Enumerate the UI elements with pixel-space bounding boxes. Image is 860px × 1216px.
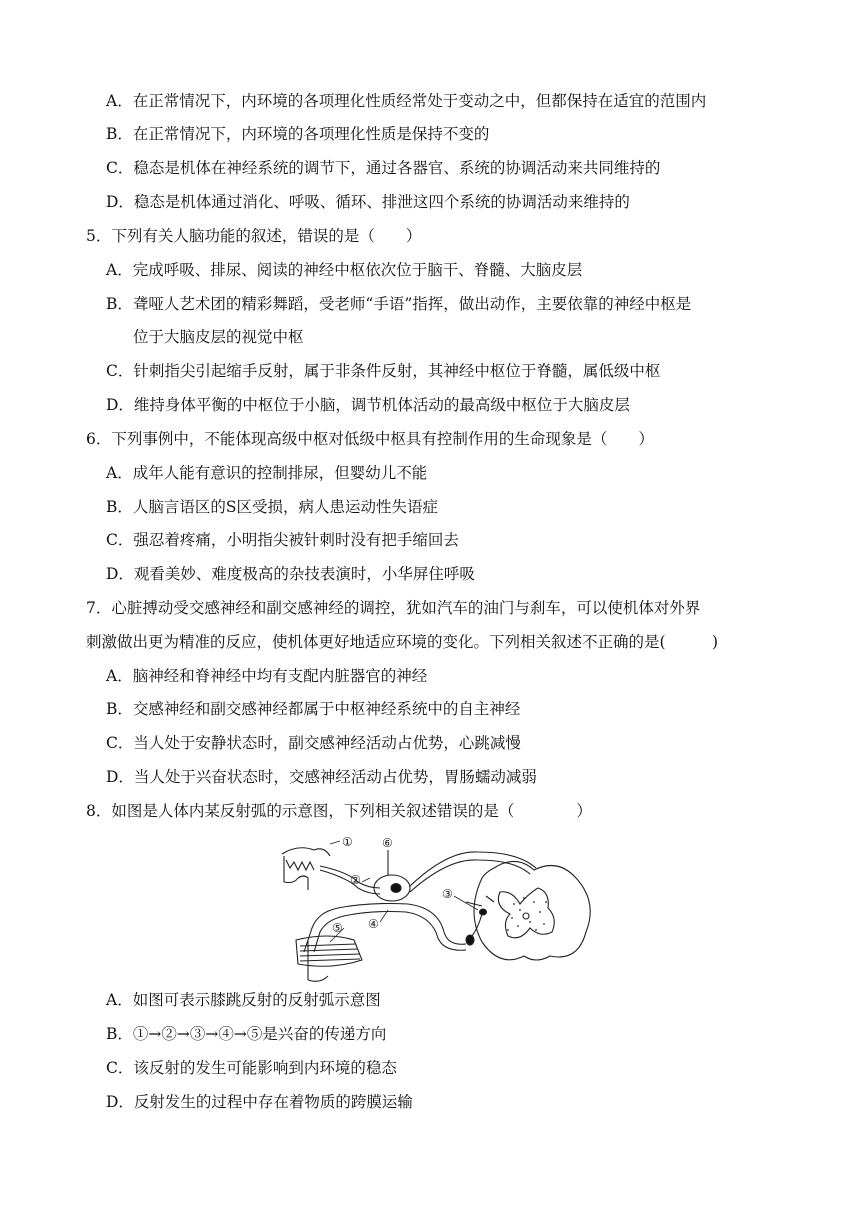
q8-option-b: B．①→②→③→④→⑤是兴奋的传递方向 (106, 1025, 387, 1043)
q5-option-d: D．维持身体平衡的中枢位于小脑，调节机体活动的最高级中枢位于大脑皮层 (106, 396, 630, 414)
q5-option-c: C．针刺指尖引起缩手反射，属于非条件反射，其神经中枢位于脊髓，属低级中枢 (106, 362, 661, 380)
q7-option-a: A．脑神经和脊神经中均有支配内脏器官的神经 (106, 667, 428, 685)
q5-option-a: A．完成呼吸、排尿、阅读的神经中枢依次位于脑干、脊髓、大脑皮层 (106, 261, 583, 279)
q8-option-d: D．反射发生的过程中存在着物质的跨膜运输 (106, 1093, 413, 1111)
q8-option-c: C．该反射的发生可能影响到内环境的稳态 (106, 1059, 397, 1077)
figure-label-1: ① (342, 835, 353, 849)
q4-option-a: A．在正常情况下，内环境的各项理化性质经常处于变动之中，但都保持在适宜的范围内 (106, 92, 707, 110)
figure-label-3: ③ (442, 887, 453, 901)
q4-option-b: B．在正常情况下，内环境的各项理化性质是保持不变的 (106, 125, 490, 143)
q4-option-d: D．稳态是机体通过消化、呼吸、循环、排泄这四个系统的协调活动来维持的 (106, 193, 630, 211)
q7-stem-line2: 刺激做出更为精准的反应，使机体更好地适应环境的变化。下列相关叙述不正确的是( ) (86, 633, 719, 651)
figure-label-6: ⑥ (382, 836, 393, 850)
q5-option-b: B．聋哑人艺术团的精彩舞蹈，受老师“手语”指挥，做出动作，主要依靠的神经中枢是 (106, 295, 692, 313)
q8-option-a: A．如图可表示膝跳反射的反射弧示意图 (106, 991, 381, 1009)
figure-label-2: ② (350, 873, 361, 887)
q6-option-c: C．强忍着疼痛，小明指尖被针刺时没有把手缩回去 (106, 531, 459, 549)
q7-stem-line1: 7．心脏搏动受交感神经和副交感神经的调控，犹如汽车的油门与刹车，可以使机体对外界 (86, 599, 701, 617)
q7-option-b: B．交感神经和副交感神经都属于中枢神经系统中的自主神经 (106, 700, 521, 718)
q5-stem: 5．下列有关人脑功能的叙述，错误的是（ ） (86, 227, 422, 245)
q6-option-b: B．人脑言语区的S区受损，病人患运动性失语症 (106, 498, 439, 516)
reflex-arc-figure (268, 832, 608, 982)
q4-option-c: C．稳态是机体在神经系统的调节下，通过各器官、系统的协调活动来共同维持的 (106, 159, 661, 177)
figure-label-5: ⑤ (332, 921, 343, 935)
q6-stem: 6．下列事例中，不能体现高级中枢对低级中枢具有控制作用的生命现象是（ ） (86, 430, 654, 448)
q5-option-b-continued: 位于大脑皮层的视觉中枢 (133, 328, 304, 346)
q6-option-a: A．成年人能有意识的控制排尿，但婴幼儿不能 (106, 464, 428, 482)
figure-label-4: ④ (368, 917, 379, 931)
q8-stem: 8．如图是人体内某反射弧的示意图，下列相关叙述错误的是（ ） (86, 802, 592, 820)
q7-option-d: D．当人处于兴奋状态时，交感神经活动占优势，胃肠蠕动减弱 (106, 768, 537, 786)
q7-option-c: C．当人处于安静状态时，副交感神经活动占优势，心跳减慢 (106, 734, 521, 752)
q6-option-d: D．观看美妙、难度极高的杂技表演时，小华屏住呼吸 (106, 565, 475, 583)
